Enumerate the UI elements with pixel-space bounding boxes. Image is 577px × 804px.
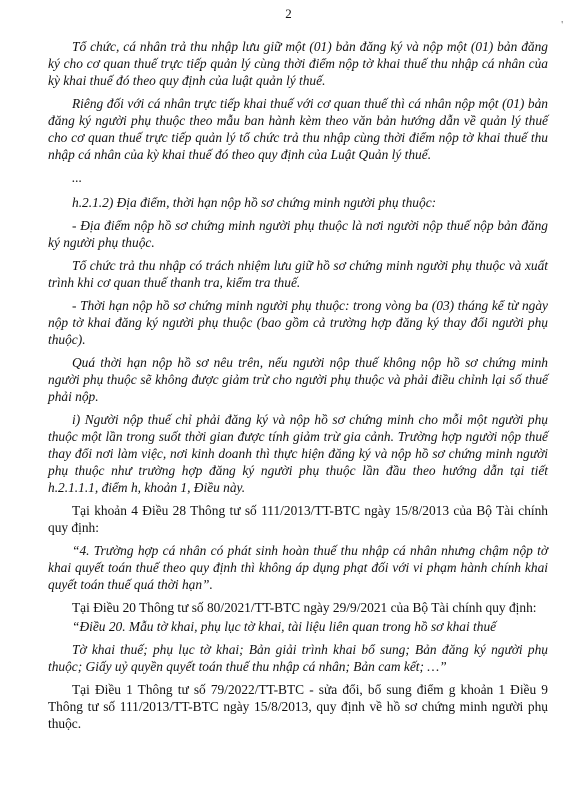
document-body bbox=[48, 38, 548, 738]
quote-paragraph: “4. Trường hợp cá nhân có phát sinh hoàn thuế thu nhập cá nhân nhưng chậm nộp tờ khai quyết toán thuế theo quy định thì không áp dụng phạt đối với vi phạm hành chính khai quyết toán thuế quá thời hạn”. bbox=[48, 543, 548, 592]
scan-mark: ' bbox=[561, 20, 563, 31]
paragraph: Tại Điều 20 Thông tư số 80/2021/TT-BTC ngày 29/9/2021 của Bộ Tài chính quy định: bbox=[72, 600, 537, 615]
paragraph: Tổ chức, cá nhân trả thu nhập lưu giữ một (01) bản đăng ký và nộp một (01) bản đăng ký cho cơ quan thuế trực tiếp quản lý cùng thời điểm nộp tờ khai thuế thu nhập cá nhân của kỳ khai thuế đó theo quy định của luật quản lý thuế. bbox=[48, 39, 548, 88]
paragraph: Tại Điều 1 Thông tư số 79/2022/TT-BTC - sửa đổi, bổ sung điểm g khoản 1 Điều 9 Thông tư số 111/2013/TT-BTC ngày 15/8/2013, quy định về hồ sơ chứng minh người phụ thuộc. bbox=[48, 682, 548, 731]
paragraph: - Thời hạn nộp hồ sơ chứng minh người phụ thuộc: trong vòng ba (03) tháng kể từ ngày nộp tờ khai đăng ký người phụ thuộc (bao gồm cả trường hợp đăng ký thay đổi người phụ thuộc). bbox=[48, 298, 548, 347]
paragraph: i) Người nộp thuế chỉ phải đăng ký và nộp hồ sơ chứng minh cho mỗi một người phụ thuộc một lần trong suốt thời gian được tính giảm trừ gia cảnh. Trường hợp người nộp thuế thay đổi nơi làm việc, nơi kinh doanh thì thực hiện đăng ký và nộp hồ sơ chứng minh người phụ thuộc như trường hợp đăng ký người phụ thuộc lần đầu theo hướng dẫn tại tiết h.2.1.1.1, điểm h, khoản 1, Điều này. bbox=[48, 412, 548, 495]
paragraph: Quá thời hạn nộp hồ sơ nêu trên, nếu người nộp thuế không nộp hồ sơ chứng minh người phụ thuộc sẽ không được giảm trừ cho người phụ thuộc và phải điều chỉnh lại số thuế phải nộp. bbox=[48, 355, 548, 404]
quote-paragraph: Tờ khai thuế; phụ lục tờ khai; Bản giải trình khai bổ sung; Bản đăng ký người phụ thuộc; Giấy uỷ quyền quyết toán thuế thu nhập cá nhân; Bản cam kết; …” bbox=[48, 642, 548, 674]
quote-paragraph: “Điều 20. Mẫu tờ khai, phụ lục tờ khai, tài liệu liên quan trong hồ sơ khai thuế bbox=[72, 619, 497, 634]
paragraph: Riêng đối với cá nhân trực tiếp khai thuế với cơ quan thuế thì cá nhân nộp một (01) bản đăng ký người phụ thuộc theo mẫu ban hành kèm theo văn bản hướng dẫn về quản lý thuế cho cơ quan thuế trực tiếp quản lý tổ chức trả thu nhập cùng thời điểm nộp tờ khai thuế thu nhập cá nhân của kỳ khai thuế đó theo quy định của Luật Quản lý thuế. bbox=[48, 96, 548, 162]
section-heading: h.2.1.2) Địa điểm, thời hạn nộp hồ sơ chứng minh người phụ thuộc: bbox=[72, 195, 437, 210]
paragraph: Tại khoản 4 Điều 28 Thông tư số 111/2013/TT-BTC ngày 15/8/2013 của Bộ Tài chính quy định: bbox=[48, 503, 548, 535]
ellipsis: ... bbox=[72, 170, 83, 185]
page-number: 2 bbox=[285, 6, 292, 21]
paragraph: Tổ chức trả thu nhập có trách nhiệm lưu giữ hồ sơ chứng minh người phụ thuộc và xuất trình khi cơ quan thuế thanh tra, kiểm tra thuế. bbox=[48, 258, 548, 290]
paragraph: - Địa điểm nộp hồ sơ chứng minh người phụ thuộc là nơi người nộp thuế nộp bản đăng ký người phụ thuộc. bbox=[48, 218, 548, 250]
